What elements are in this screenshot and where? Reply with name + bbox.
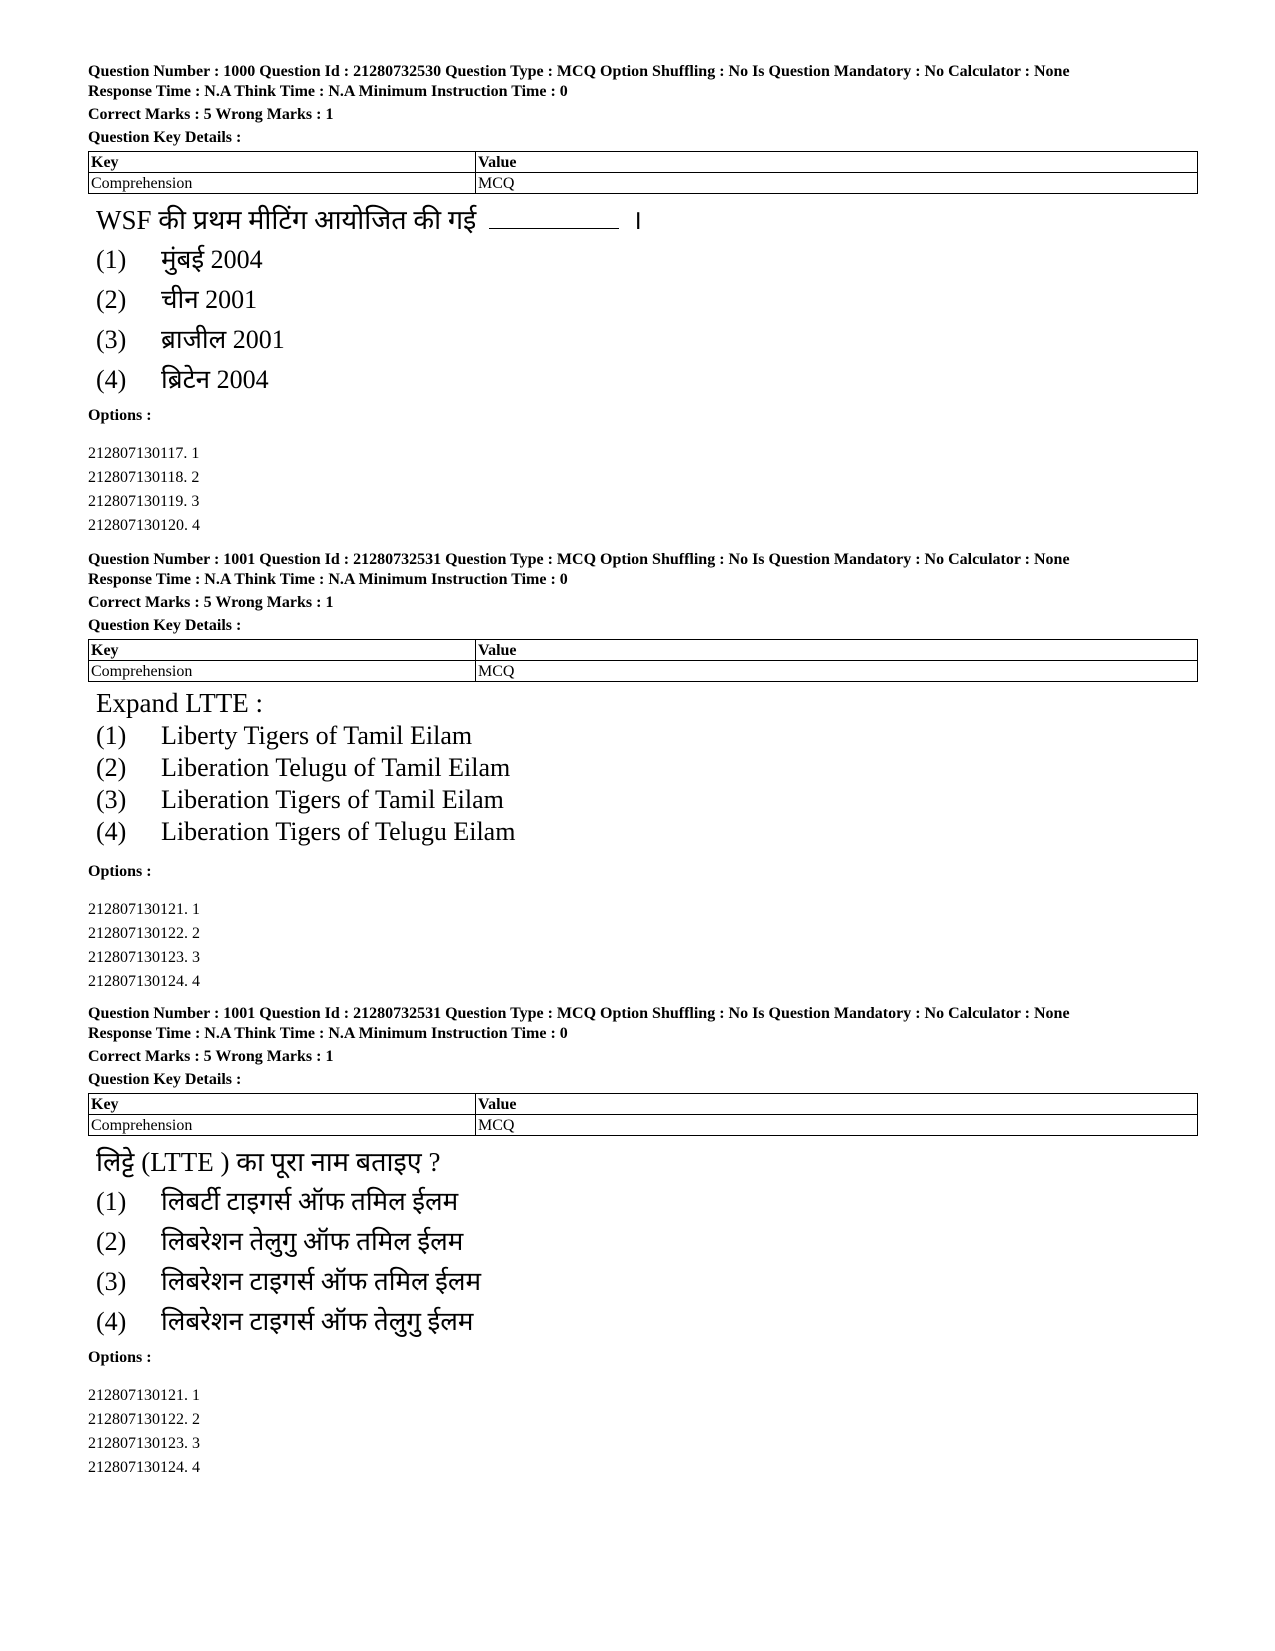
table-row <box>89 173 1198 194</box>
key-details-label: Question Key Details : <box>88 129 242 146</box>
key-cell: Comprehension <box>89 661 476 682</box>
option-number: (4) <box>96 1307 127 1336</box>
key-details-table <box>88 639 1198 682</box>
answer-blank <box>489 210 619 229</box>
key-header-cell: Key <box>89 640 476 661</box>
key-header-cell: Key <box>89 152 476 173</box>
answer-option <box>96 1302 1198 1342</box>
option-id: 212807130124. 4 <box>88 973 200 990</box>
key-header-cell: Key <box>89 1094 476 1115</box>
question-block-1000 <box>88 62 1198 538</box>
question-timing: Response Time : N.A Think Time : N.A Minimum Instruction Time : 0 <box>88 83 568 100</box>
table-header-row <box>89 640 1198 661</box>
question-timing: Response Time : N.A Think Time : N.A Minimum Instruction Time : 0 <box>88 571 568 588</box>
question-stem <box>96 1142 1198 1182</box>
option-text: Liberation Telugu of Tamil Eilam <box>161 753 511 782</box>
option-id: 212807130121. 1 <box>88 901 200 918</box>
question-content <box>96 686 1198 848</box>
key-details-table <box>88 151 1198 194</box>
option-text: मुंबई 2004 <box>161 245 263 274</box>
answer-option <box>96 240 1198 280</box>
option-number: (1) <box>96 1187 127 1216</box>
option-number: (1) <box>96 245 127 274</box>
key-details-label: Question Key Details : <box>88 1071 242 1088</box>
table-row <box>89 1115 1198 1136</box>
option-number: (4) <box>96 365 127 394</box>
answer-option <box>96 320 1198 360</box>
question-stem-text: WSF की प्रथम मीटिंग आयोजित की गई <box>96 205 477 235</box>
value-header-cell: Value <box>476 640 1198 661</box>
options-label: Options : <box>88 863 152 880</box>
option-id: 212807130123. 3 <box>88 949 200 966</box>
table-row <box>89 661 1198 682</box>
option-text: लिबरेशन टाइगर्स ऑफ तेलुगु ईलम <box>161 1307 474 1336</box>
key-details-label: Question Key Details : <box>88 617 242 634</box>
option-number: (4) <box>96 817 127 846</box>
table-header-row <box>89 152 1198 173</box>
question-header: Question Number : 1001 Question Id : 21280732531 Question Type : MCQ Option Shuffling : No Is Question Mandatory : No Calculator : None <box>88 1005 1070 1022</box>
answer-option <box>96 816 1198 848</box>
question-stem <box>96 200 1198 240</box>
option-number: (3) <box>96 785 127 814</box>
option-text: चीन 2001 <box>161 285 258 314</box>
options-label: Options : <box>88 1349 152 1366</box>
answer-option <box>96 784 1198 816</box>
option-text: Liberation Tigers of Telugu Eilam <box>161 817 516 846</box>
option-text: लिबर्टी टाइगर्स ऑफ तमिल ईलम <box>161 1187 459 1216</box>
value-header-cell: Value <box>476 1094 1198 1115</box>
question-header: Question Number : 1000 Question Id : 21280732530 Question Type : MCQ Option Shuffling : No Is Question Mandatory : No Calculator : None <box>88 63 1070 80</box>
option-id: 212807130123. 3 <box>88 1435 200 1452</box>
question-timing: Response Time : N.A Think Time : N.A Minimum Instruction Time : 0 <box>88 1025 568 1042</box>
option-id: 212807130118. 2 <box>88 469 200 486</box>
option-id: 212807130121. 1 <box>88 1387 200 1404</box>
answer-option <box>96 360 1198 400</box>
value-header-cell: Value <box>476 152 1198 173</box>
answer-option <box>96 1222 1198 1262</box>
answer-option <box>96 280 1198 320</box>
table-header-row <box>89 1094 1198 1115</box>
question-header: Question Number : 1001 Question Id : 21280732531 Question Type : MCQ Option Shuffling : No Is Question Mandatory : No Calculator : None <box>88 551 1070 568</box>
option-text: लिबरेशन टाइगर्स ऑफ तमिल ईलम <box>161 1267 482 1296</box>
options-label: Options : <box>88 407 152 424</box>
option-text: Liberty Tigers of Tamil Eilam <box>161 721 473 750</box>
key-details-table <box>88 1093 1198 1136</box>
option-text: लिबरेशन तेलुगु ऑफ तमिल ईलम <box>161 1227 464 1256</box>
question-block-1001 <box>88 550 1198 994</box>
question-stem-text: Expand LTTE : <box>96 688 263 718</box>
option-id: 212807130120. 4 <box>88 517 200 534</box>
value-cell: MCQ <box>476 661 1198 682</box>
question-stem-text: लिट्टे (LTTE ) का पूरा नाम बताइए ? <box>96 1147 441 1177</box>
key-cell: Comprehension <box>89 1115 476 1136</box>
option-text: Liberation Tigers of Tamil Eilam <box>161 785 504 814</box>
answer-option <box>96 720 1198 752</box>
option-text: ब्रिटेन 2004 <box>161 365 269 394</box>
question-marks: Correct Marks : 5 Wrong Marks : 1 <box>88 106 334 123</box>
question-stem <box>96 686 1198 720</box>
option-id: 212807130119. 3 <box>88 493 200 510</box>
question-marks: Correct Marks : 5 Wrong Marks : 1 <box>88 594 334 611</box>
value-cell: MCQ <box>476 1115 1198 1136</box>
option-number: (2) <box>96 285 127 314</box>
option-id: 212807130117. 1 <box>88 445 200 462</box>
answer-option <box>96 1262 1198 1302</box>
question-content <box>96 200 1198 400</box>
option-number: (2) <box>96 753 127 782</box>
value-cell: MCQ <box>476 173 1198 194</box>
answer-option <box>96 752 1198 784</box>
option-number: (3) <box>96 1267 127 1296</box>
question-block-1001-hindi <box>88 1004 1198 1480</box>
option-id: 212807130122. 2 <box>88 925 200 942</box>
answer-option <box>96 1182 1198 1222</box>
option-id: 212807130122. 2 <box>88 1411 200 1428</box>
option-number: (2) <box>96 1227 127 1256</box>
question-content <box>96 1142 1198 1342</box>
option-number: (1) <box>96 721 127 750</box>
question-marks: Correct Marks : 5 Wrong Marks : 1 <box>88 1048 334 1065</box>
option-id: 212807130124. 4 <box>88 1459 200 1476</box>
option-text: ब्राजील 2001 <box>161 325 285 354</box>
option-number: (3) <box>96 325 127 354</box>
key-cell: Comprehension <box>89 173 476 194</box>
question-stem-end: । <box>631 205 643 235</box>
